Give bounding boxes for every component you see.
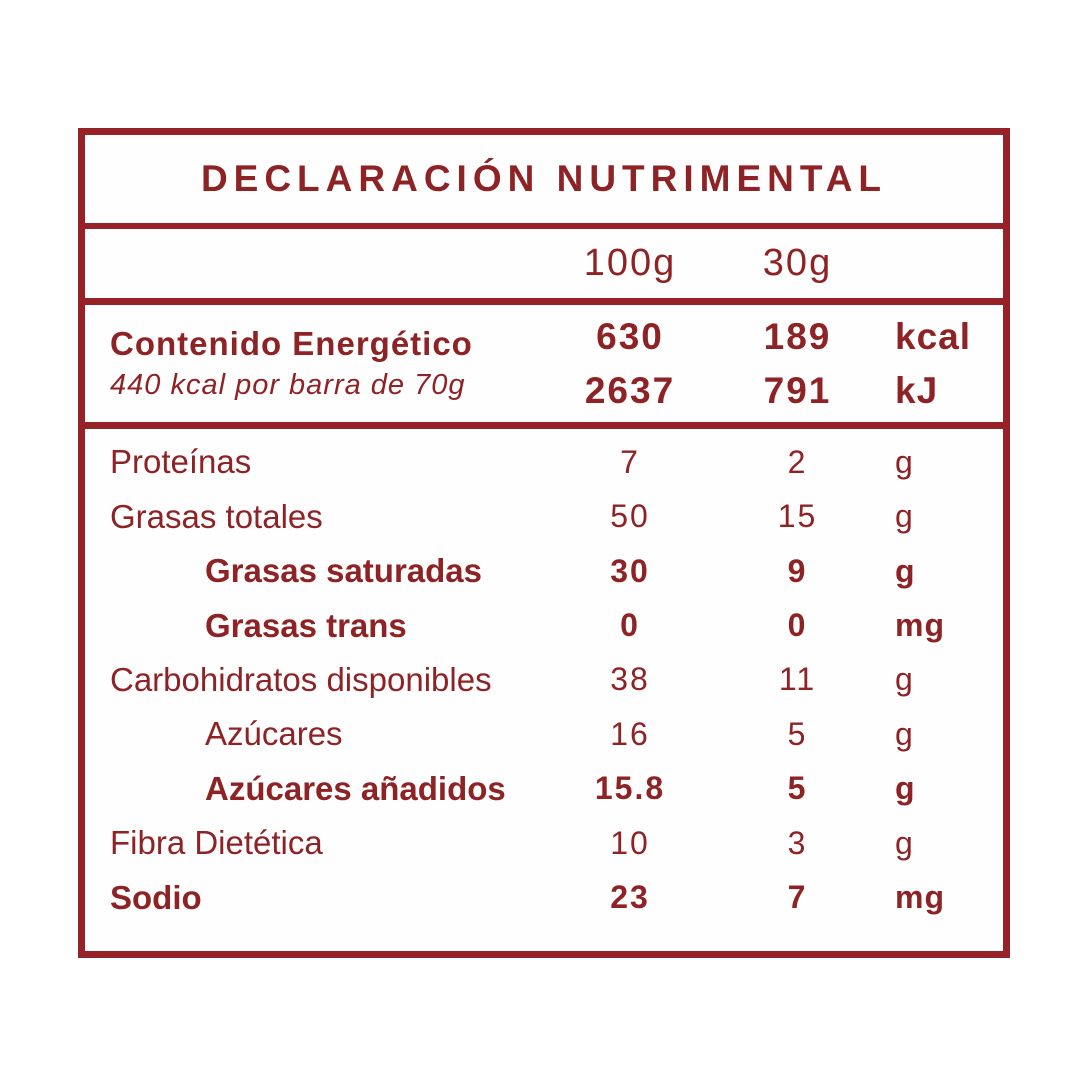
energy-values-30g — [715, 316, 880, 412]
unit: g — [895, 824, 914, 861]
unit: g — [895, 770, 916, 807]
nutrient-row — [85, 762, 1003, 816]
nutrient-row — [85, 544, 1003, 598]
nutrient-name: Proteínas — [110, 443, 252, 481]
energy-units — [880, 316, 1003, 412]
value-per-30g: 5 — [787, 715, 808, 752]
nutrient-row — [85, 653, 1003, 707]
divider-under-column-headers — [85, 298, 1003, 305]
nutrition-table — [78, 128, 1010, 958]
value-per-30g: 3 — [787, 824, 808, 861]
energy-note: 440 kcal por barra de 70g — [110, 369, 466, 401]
value-per-100g: 15.8 — [594, 770, 666, 807]
unit: g — [895, 715, 914, 752]
nutrient-name: Fibra Dietética — [110, 824, 323, 862]
energy-label-cell — [85, 325, 545, 402]
value-per-30g: 9 — [787, 552, 808, 589]
table-title: DECLARACIÓN NUTRIMENTAL — [200, 158, 888, 199]
table-title-section — [85, 135, 1003, 223]
value-per-30g: 2 — [787, 443, 808, 480]
energy-kj-100g: 2637 — [584, 369, 676, 411]
unit: mg — [895, 607, 945, 644]
unit: g — [895, 552, 916, 589]
energy-kcal-30g: 189 — [763, 315, 832, 357]
value-per-100g: 10 — [610, 824, 650, 861]
column-header-30g: 30g — [762, 242, 833, 284]
nutrient-row — [85, 435, 1003, 489]
nutrient-name: Azúcares — [205, 715, 343, 753]
value-per-30g: 5 — [787, 770, 808, 807]
nutrient-row — [85, 707, 1003, 761]
divider-under-energy — [85, 422, 1003, 429]
energy-row — [85, 305, 1003, 422]
nutrient-row — [85, 489, 1003, 543]
nutrient-name: Grasas totales — [110, 497, 323, 535]
unit: g — [895, 661, 914, 698]
value-per-100g: 30 — [610, 552, 650, 589]
energy-kj-30g: 791 — [763, 369, 832, 411]
nutrient-name: Carbohidratos disponibles — [110, 660, 492, 698]
value-per-100g: 23 — [610, 879, 650, 916]
energy-name: Contenido Energético — [110, 325, 473, 362]
energy-kj-unit: kJ — [895, 369, 939, 411]
nutrient-name: Grasas saturadas — [205, 552, 483, 590]
energy-values-100g — [545, 316, 715, 412]
nutrient-name: Azúcares añadidos — [205, 769, 506, 807]
nutrient-name: Sodio — [110, 878, 202, 916]
value-per-100g: 50 — [610, 498, 650, 535]
nutrient-name: Grasas trans — [205, 606, 407, 644]
value-per-30g: 11 — [778, 661, 817, 698]
column-header-100g: 100g — [583, 242, 677, 284]
value-per-30g: 15 — [777, 498, 818, 535]
unit: g — [895, 498, 914, 535]
unit: g — [895, 443, 914, 480]
nutrient-row — [85, 598, 1003, 652]
value-per-100g: 38 — [610, 661, 650, 698]
energy-kcal-unit: kcal — [895, 315, 972, 357]
value-per-100g: 7 — [620, 443, 640, 480]
value-per-100g: 0 — [620, 607, 640, 644]
value-per-30g: 7 — [787, 879, 808, 916]
nutrient-rows-section — [85, 429, 1003, 951]
unit: mg — [895, 879, 945, 916]
value-per-30g: 0 — [787, 607, 808, 644]
value-per-100g: 16 — [610, 715, 650, 752]
nutrient-row — [85, 871, 1003, 925]
column-header-row — [85, 229, 1003, 298]
energy-kcal-100g: 630 — [596, 315, 664, 357]
nutrient-row — [85, 816, 1003, 870]
